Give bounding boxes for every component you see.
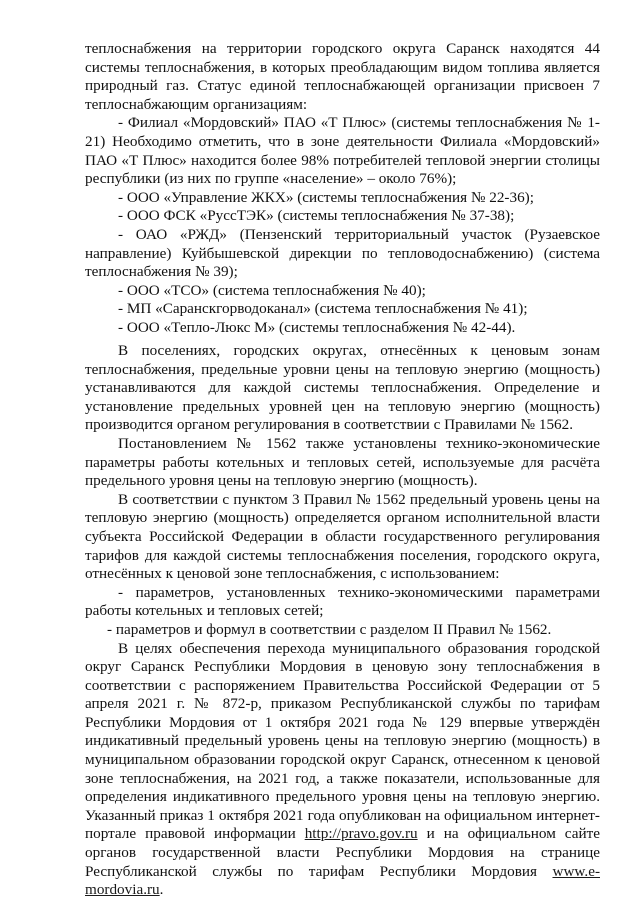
paragraph-transition-text: В целях обеспечения перехода муниципального образования городской округ Саранск Республики Мордовия в ценовую зону теплоснабжения в соответствии с распоряжением Правительства Российской Федерации от 5 апреля 2021 г. № 872-р, приказом Республиканской службы по тарифам Республики Мордовия от 1 октября 2021 года № 129 впервые утверждён индикативный предельный уровень цены на тепловую энергию (мощность) в муниципальном образовании городской округ Саранск, отнесенном к ценовой зоне теплоснабжения, на 2021 год, а также показатели, использованные для определения индикативного предельного уровня цены на тепловую энергию. Указанный приказ 1 октября 2021 года опубликован на официальном интернет-портале правовой информации xyxy=(85,639,600,843)
list-item-tso: - ООО «ТСО» (система теплоснабжения № 40); xyxy=(118,281,426,299)
list-item-tplus: - Филиал «Мордовский» ПАО «Т Плюс» (системы теплоснабжения № 1-21) Необходимо отметить, что в зоне деятельности Филиала «Мордовский» ПАО «Т Плюс» находится более 98% потребителей тепловой энергии столицы республики (из них по группе «население» – около 76%); xyxy=(85,114,600,188)
paragraph-transition-mid: и на официальном сайте органов государственной власти Республики Мордовия на странице Республиканской службы по тарифам Республики Мордовия xyxy=(85,825,600,880)
e-mordovia-link[interactable]: www.e-mordovia.ru xyxy=(85,862,600,899)
bottom-text-block xyxy=(85,342,600,900)
paragraph-transition-end: . xyxy=(159,881,164,899)
top-text-block xyxy=(85,40,600,338)
paragraph-rules-point-3: В соответствии с пунктом 3 Правил № 1562 предельный уровень цены на тепловую энергию (мощность) определяется органом исполнительной власти субъекта Российской Федерации в области государственного регулирования тарифов для каждой системы теплоснабжения поселения, городского округа, отнесённых к ценовой зоне теплоснабжения, с использованием: xyxy=(85,490,600,583)
list-item-upravlenie-zhkh: - ООО «Управление ЖКХ» (системы теплоснабжения № 22-36); xyxy=(118,188,534,206)
paragraph-resolution-1562: Постановлением № 1562 также установлены технико-экономические параметры работы котельных и тепловых сетей, используемые для расчёта предельного уровня цены на тепловую энергию (мощность). xyxy=(85,434,600,490)
paragraph-price-zones: В поселениях, городских округах, отнесённых к ценовым зонам теплоснабжения, предельные уровни цены на тепловую энергию (мощность) устанавливаются для каждой системы теплоснабжения. Определение и установление предельных уровней цен на тепловую энергию (мощность) производится органом регулирования в соответствии с Правилами № 1562. xyxy=(85,342,600,434)
paragraph-transition-saransk xyxy=(85,640,600,900)
list-item-rzhd: - ОАО «РЖД» (Пензенский территориальный участок (Рузаевское направление) Куйбышевской дирекции по тепловодоснабжению) (система теплоснабжения № 39); xyxy=(85,225,600,281)
list-item-teplo-lyuks: - ООО «Тепло-Люкс М» (системы теплоснабжения № 42-44). xyxy=(118,318,516,336)
pravo-gov-link[interactable]: http://pravo.gov.ru xyxy=(304,825,418,843)
list-item-russtek: - ООО ФСК «РуссТЭК» (системы теплоснабжения № 37-38); xyxy=(118,207,515,225)
bullet-parameters-technical: - параметров, установленных технико-экономическими параметрами работы котельных и тепловых сетей; xyxy=(85,583,600,620)
list-item-saranskgorvodokanal: - МП «Саранскгорводоканал» (система теплоснабжения № 41); xyxy=(118,300,528,318)
bullet-parameters-formulas: - параметров и формул в соответствии с разделом II Правил № 1562. xyxy=(107,620,552,638)
intro-paragraph: теплоснабжения на территории городского округа Саранск находятся 44 системы теплоснабжения, в которых преобладающим видом топлива является природный газ. Статус единой теплоснабжающей организации присвоен 7 теплоснабжающим организациям: xyxy=(85,40,600,113)
